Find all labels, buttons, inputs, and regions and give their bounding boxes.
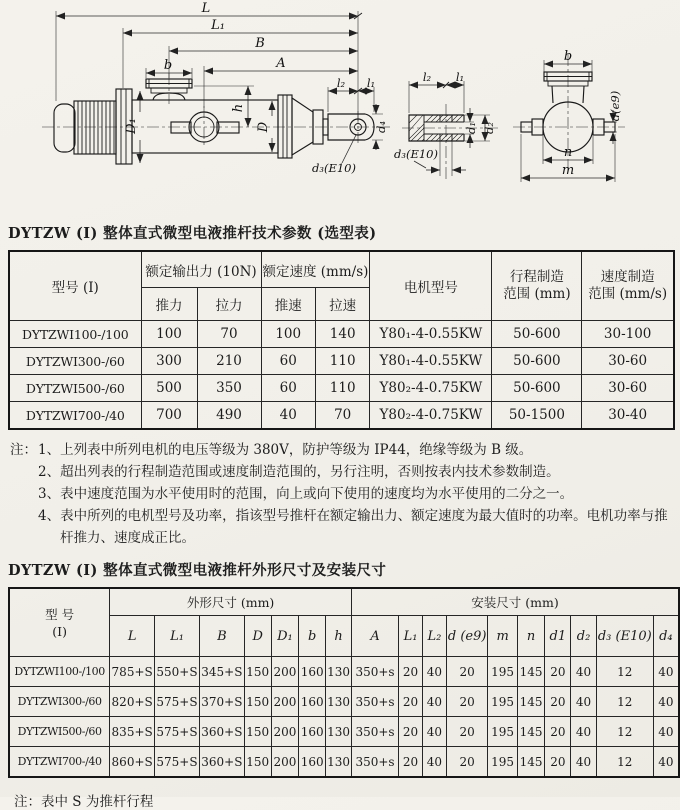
note-item: 4、表中所列的电机型号及功率，指该型号推杆在额定输出力、额定速度为最大值时的功率。电机功率与推杆推力、速度成正比。 (38, 508, 668, 546)
cell-value: 195 (488, 747, 517, 778)
cell-value: 145 (517, 687, 545, 717)
dim-label-h: h (231, 103, 246, 113)
cell-value: 145 (517, 717, 545, 747)
col-header-d-e9: d (e9) (446, 616, 488, 657)
cell-value: 490 (197, 402, 261, 430)
cell-value: 820+S (110, 687, 155, 717)
cell-value: 110 (315, 348, 369, 375)
cell-value: 12 (596, 657, 653, 687)
col-header-D: D (244, 616, 271, 657)
cell-model: DYTZWI700-/40 (9, 402, 141, 430)
cell-value: 60 (261, 348, 315, 375)
cell-value: 370+S (199, 687, 244, 717)
cell-value: 160 (299, 717, 326, 747)
note-item: 2、超出列表的行程制造范围或速度制造范围的，另行注明，否则按表内技术参数制造。 (38, 464, 560, 480)
rod-end-section-drawing (394, 58, 510, 198)
col-header-speed-group: 额定速度 (mm/s) (261, 251, 370, 288)
end-view-drawing (505, 48, 665, 200)
table2-title: DYTZW (I) 整体直式微型电液推杆外形尺寸及安装尺寸 (8, 562, 387, 579)
cell-value: 20 (446, 747, 488, 778)
cell-value: 40 (571, 657, 597, 687)
dim-label-l2: l₂ (336, 76, 346, 90)
cell-value: 195 (488, 687, 517, 717)
col-header-pull-speed: 拉速 (315, 288, 369, 321)
dim-label-de9: d(e9) (608, 90, 622, 122)
cell-value: 20 (399, 687, 423, 717)
col-header-d4: d₄ (653, 616, 679, 657)
cell-value: 20 (545, 687, 571, 717)
cell-value: 130 (326, 657, 352, 687)
cell-value: 210 (197, 348, 261, 375)
cell-value: 20 (399, 717, 423, 747)
header-line: 行程制造 (509, 269, 564, 285)
col-header-d2: d₂ (571, 616, 597, 657)
cell-model: DYTZWI300-/60 (9, 348, 141, 375)
cell-value: 575+S (155, 717, 200, 747)
motor-ribs (78, 101, 114, 154)
cell-value: 30-100 (582, 321, 674, 348)
cell-value: 40 (653, 657, 679, 687)
dim-label-l2: l₂ (422, 70, 432, 84)
cell-value: 50-600 (492, 375, 582, 402)
cell-value: 200 (271, 657, 299, 687)
table1-title: DYTZW (I) 整体直式微型电液推杆技术参数 (选型表) (8, 225, 377, 242)
cell-value: 835+S (110, 717, 155, 747)
cell-value: 70 (315, 402, 369, 430)
dimensions-table (8, 587, 680, 778)
cell-value: 150 (244, 717, 271, 747)
dim-label-L1: L₁ (211, 18, 225, 33)
cell-value: 20 (399, 657, 423, 687)
cell-value: 100 (141, 321, 197, 348)
col-header-D1: D₁ (271, 616, 299, 657)
cell-model: DYTZWI700-/40 (9, 747, 110, 778)
notes-label: 注： (10, 442, 37, 458)
cell-value: 12 (596, 717, 653, 747)
cell-value: 40 (422, 717, 446, 747)
cell-value: 110 (315, 375, 369, 402)
cell-value: 160 (299, 747, 326, 778)
cell-value: 40 (653, 747, 679, 778)
cell-value: 40 (571, 747, 597, 778)
dim-label-d2: d₂ (482, 122, 496, 134)
col-header-pull-force: 拉力 (197, 288, 261, 321)
col-header-d3-E10: d₃ (E10) (596, 616, 653, 657)
col-header-stroke-range (492, 251, 582, 321)
col-header-B: B (199, 616, 244, 657)
table2-note: 注：表中 S 为推杆行程 (14, 794, 154, 810)
dim-label-D: D (256, 121, 271, 133)
cell-value: 20 (399, 747, 423, 778)
cell-value: 195 (488, 657, 517, 687)
cell-model: DYTZWI100-/100 (9, 321, 141, 348)
col-header-speed-range (582, 251, 674, 321)
cell-value: 500 (141, 375, 197, 402)
cell-value: 40 (422, 657, 446, 687)
table-row (9, 717, 679, 747)
cell-value: 20 (446, 717, 488, 747)
note-item: 1、上列表中所列电机的电压等级为 380V，防护等级为 IP44，绝缘等级为 B 级。 (38, 442, 533, 458)
col-header-h: h (326, 616, 352, 657)
dim-label-m: m (561, 163, 575, 178)
cell-value: 350+s (351, 717, 398, 747)
dim-label-l1: l₁ (455, 70, 465, 84)
cell-value: 30-60 (582, 348, 674, 375)
cell-value: 20 (446, 687, 488, 717)
cell-model: DYTZWI500-/60 (9, 375, 141, 402)
cell-value: 360+S (199, 717, 244, 747)
cell-value: 20 (545, 657, 571, 687)
cell-value: 860+S (110, 747, 155, 778)
cell-value: 30-40 (582, 402, 674, 430)
col-group-install-dims: 安装尺寸 (mm) (351, 588, 679, 616)
col-header-m: m (488, 616, 517, 657)
col-header-d1: d1 (545, 616, 571, 657)
col-header-L2: L₂ (422, 616, 446, 657)
header-line: 型 号 (45, 606, 75, 622)
cell-value: 350+s (351, 657, 398, 687)
cell-model: DYTZWI300-/60 (9, 687, 110, 717)
cell-value: 200 (271, 747, 299, 778)
cell-value: 360+S (199, 747, 244, 778)
cell-value: Y80₂-4-0.75KW (370, 375, 492, 402)
col-header-n: n (517, 616, 545, 657)
cell-value: 100 (261, 321, 315, 348)
table-row (9, 375, 674, 402)
table-row (9, 348, 674, 375)
cell-model: DYTZWI500-/60 (9, 717, 110, 747)
dim-label-A: A (276, 56, 286, 71)
cell-value: 350+s (351, 747, 398, 778)
col-group-outline-dims: 外形尺寸 (mm) (110, 588, 352, 616)
cell-value: 345+S (199, 657, 244, 687)
col-header-force-group: 额定输出力 (10N) (141, 251, 261, 288)
header-line: (I) (52, 623, 67, 639)
cell-value: 195 (488, 717, 517, 747)
cell-value: 40 (261, 402, 315, 430)
cell-value: 145 (517, 747, 545, 778)
dim-label-L: L (201, 1, 211, 16)
cell-value: 300 (141, 348, 197, 375)
cell-value: 150 (244, 747, 271, 778)
dim-label-d4: d₄ (374, 121, 388, 133)
header-line: 范围 (mm) (503, 286, 571, 302)
cell-value: 40 (571, 717, 597, 747)
dim-label-l1: l₁ (366, 76, 376, 90)
cell-value: 575+S (155, 747, 200, 778)
table-row (9, 657, 679, 687)
col-header-push-force: 推力 (141, 288, 197, 321)
cell-value: 40 (422, 687, 446, 717)
cell-value: 130 (326, 717, 352, 747)
col-header-model (9, 588, 110, 657)
col-header-L1-install: L₁ (399, 616, 423, 657)
table-row (9, 687, 679, 717)
cell-value: 200 (271, 687, 299, 717)
table-row (9, 747, 679, 778)
cell-value: 70 (197, 321, 261, 348)
dim-label-d3: d₃(E10) (394, 147, 438, 161)
col-header-b: b (299, 616, 326, 657)
notes-list (10, 439, 670, 549)
col-header-push-speed: 推速 (261, 288, 315, 321)
cell-value: 12 (596, 687, 653, 717)
cell-value: 350+s (351, 687, 398, 717)
table-row (9, 402, 674, 430)
cell-value: 700 (141, 402, 197, 430)
cell-value: 20 (545, 747, 571, 778)
cell-value: 50-600 (492, 348, 582, 375)
header-line: 速度制造 (600, 269, 655, 285)
cell-value: 145 (517, 657, 545, 687)
cell-value: 20 (446, 657, 488, 687)
cell-value: 785+S (110, 657, 155, 687)
dim-label-b: b (563, 49, 573, 64)
dim-label-n: n (563, 145, 573, 160)
spec-table (8, 250, 675, 430)
cell-value: 200 (271, 717, 299, 747)
col-header-model: 型号 (I) (9, 251, 141, 321)
cell-value: Y80₁-4-0.55KW (370, 348, 492, 375)
cell-value: 150 (244, 657, 271, 687)
cell-value: 40 (653, 687, 679, 717)
cell-value: 40 (571, 687, 597, 717)
cell-value: 40 (653, 717, 679, 747)
cell-value: 350 (197, 375, 261, 402)
cell-value: 12 (596, 747, 653, 778)
dim-label-d1: d₁ (464, 122, 478, 134)
main-side-view-drawing (4, 0, 396, 212)
cell-value: 130 (326, 687, 352, 717)
cell-value: 20 (545, 717, 571, 747)
dim-label-d3: d₃(E10) (312, 161, 356, 175)
note-item: 3、表中速度范围为水平使用时的范围，向上或向下使用的速度均为水平使用的二分之一。 (38, 486, 574, 502)
cell-value: 60 (261, 375, 315, 402)
cell-value: 575+S (155, 687, 200, 717)
col-header-L: L (110, 616, 155, 657)
header-line: 范围 (mm/s) (588, 286, 668, 302)
technical-drawings (0, 0, 680, 212)
cell-model: DYTZWI100-/100 (9, 657, 110, 687)
cell-value: 30-60 (582, 375, 674, 402)
cell-value: 160 (299, 687, 326, 717)
table-row (9, 321, 674, 348)
cell-value: 550+S (155, 657, 200, 687)
cell-value: Y80₁-4-0.55KW (370, 321, 492, 348)
cell-value: 140 (315, 321, 369, 348)
cell-value: 50-600 (492, 321, 582, 348)
cell-value: 50-1500 (492, 402, 582, 430)
dim-label-D1: D₁ (124, 118, 139, 134)
col-header-motor: 电机型号 (370, 251, 492, 321)
dim-label-b: b (163, 58, 173, 73)
cell-value: 40 (422, 747, 446, 778)
dim-label-B: B (255, 36, 265, 51)
cell-value: 150 (244, 687, 271, 717)
cell-value: 130 (326, 747, 352, 778)
cell-value: 160 (299, 657, 326, 687)
clevis-section-outline (402, 104, 498, 182)
col-header-L1: L₁ (155, 616, 200, 657)
col-header-A: A (351, 616, 398, 657)
cell-value: Y80₂-4-0.75KW (370, 402, 492, 430)
